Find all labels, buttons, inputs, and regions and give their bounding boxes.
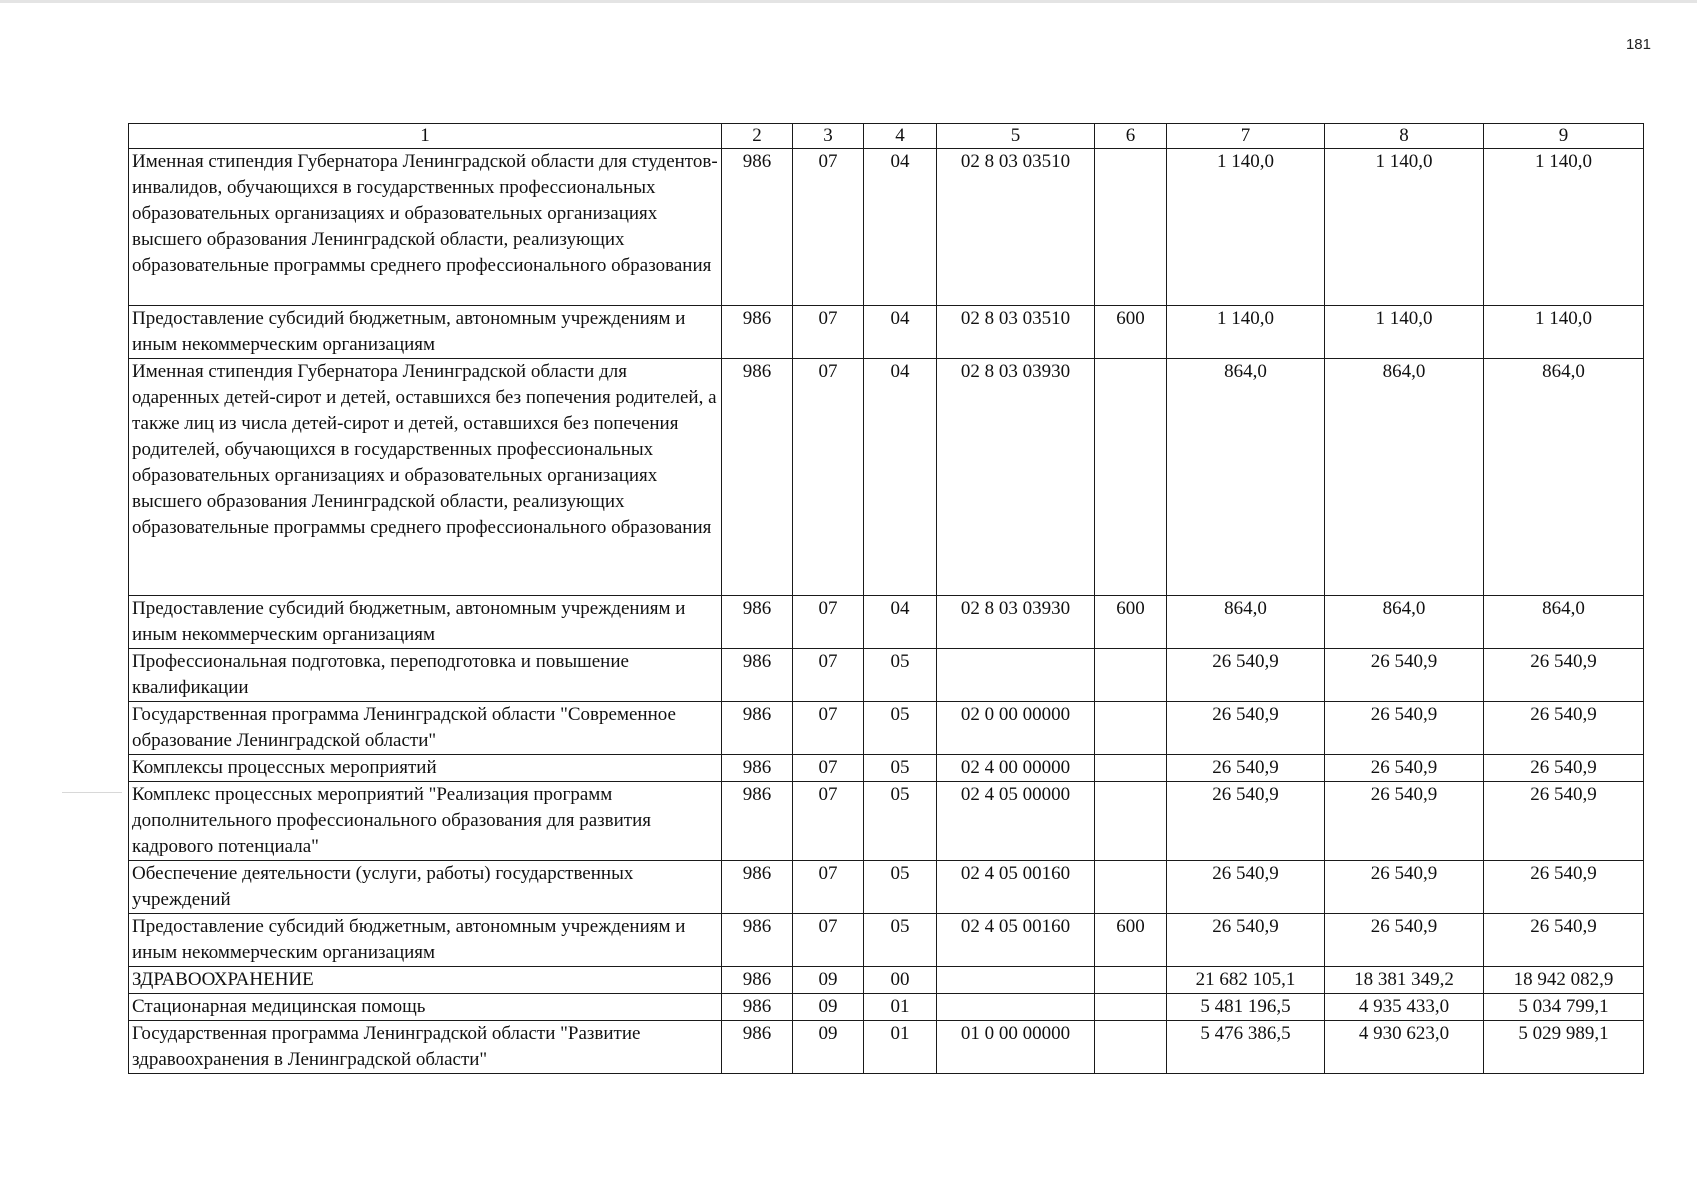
row-code-6 bbox=[1095, 149, 1167, 306]
row-code-3: 07 bbox=[793, 306, 864, 359]
table-row bbox=[129, 702, 1644, 755]
row-name: Комплексы процессных мероприятий bbox=[129, 755, 722, 782]
table-header-row bbox=[129, 124, 1644, 149]
scan-top-edge bbox=[0, 0, 1697, 3]
row-code-4: 05 bbox=[864, 755, 937, 782]
row-code-2: 986 bbox=[722, 359, 793, 596]
page-number: 181 bbox=[1625, 36, 1651, 53]
row-value-9: 864,0 bbox=[1484, 596, 1644, 649]
row-code-6: 600 bbox=[1095, 596, 1167, 649]
row-value-7: 5 476 386,5 bbox=[1167, 1021, 1325, 1074]
row-value-9: 5 029 989,1 bbox=[1484, 1021, 1644, 1074]
table-row bbox=[129, 782, 1644, 861]
row-value-8: 26 540,9 bbox=[1325, 782, 1484, 861]
header-col-4: 4 bbox=[864, 124, 937, 149]
row-value-9: 26 540,9 bbox=[1484, 782, 1644, 861]
header-col-6: 6 bbox=[1095, 124, 1167, 149]
table-row bbox=[129, 1021, 1644, 1074]
row-value-8: 4 935 433,0 bbox=[1325, 994, 1484, 1021]
row-code-2: 986 bbox=[722, 755, 793, 782]
row-value-8: 1 140,0 bbox=[1325, 149, 1484, 306]
row-value-8: 26 540,9 bbox=[1325, 702, 1484, 755]
row-code-4: 04 bbox=[864, 359, 937, 596]
row-code-6 bbox=[1095, 755, 1167, 782]
row-code-3: 07 bbox=[793, 702, 864, 755]
table-row bbox=[129, 649, 1644, 702]
row-name: Комплекс процессных мероприятий "Реализация программ дополнительного профессионального образования для развития кадрового потенциала" bbox=[129, 782, 722, 861]
row-code-5: 02 4 00 00000 bbox=[937, 755, 1095, 782]
row-code-4: 05 bbox=[864, 702, 937, 755]
header-col-5: 5 bbox=[937, 124, 1095, 149]
row-code-2: 986 bbox=[722, 967, 793, 994]
table-row bbox=[129, 306, 1644, 359]
budget-table bbox=[128, 123, 1644, 1074]
row-code-3: 07 bbox=[793, 782, 864, 861]
row-value-7: 26 540,9 bbox=[1167, 861, 1325, 914]
row-code-5: 02 8 03 03930 bbox=[937, 359, 1095, 596]
row-code-2: 986 bbox=[722, 149, 793, 306]
row-value-9: 5 034 799,1 bbox=[1484, 994, 1644, 1021]
row-code-6 bbox=[1095, 782, 1167, 861]
row-value-9: 18 942 082,9 bbox=[1484, 967, 1644, 994]
row-code-5: 02 8 03 03510 bbox=[937, 306, 1095, 359]
row-code-6 bbox=[1095, 359, 1167, 596]
row-code-2: 986 bbox=[722, 702, 793, 755]
row-value-8: 26 540,9 bbox=[1325, 755, 1484, 782]
row-value-7: 1 140,0 bbox=[1167, 306, 1325, 359]
table-row bbox=[129, 914, 1644, 967]
row-code-6 bbox=[1095, 861, 1167, 914]
table-row bbox=[129, 994, 1644, 1021]
row-code-4: 05 bbox=[864, 649, 937, 702]
table-row bbox=[129, 967, 1644, 994]
row-code-6: 600 bbox=[1095, 914, 1167, 967]
row-code-5: 02 4 05 00000 bbox=[937, 782, 1095, 861]
row-name: Предоставление субсидий бюджетным, автономным учреждениям и иным некоммерческим организациям bbox=[129, 596, 722, 649]
row-code-3: 07 bbox=[793, 861, 864, 914]
row-value-9: 1 140,0 bbox=[1484, 306, 1644, 359]
row-value-8: 18 381 349,2 bbox=[1325, 967, 1484, 994]
row-code-6 bbox=[1095, 702, 1167, 755]
row-code-4: 05 bbox=[864, 914, 937, 967]
header-col-8: 8 bbox=[1325, 124, 1484, 149]
row-code-6 bbox=[1095, 1021, 1167, 1074]
header-col-9: 9 bbox=[1484, 124, 1644, 149]
row-code-5 bbox=[937, 649, 1095, 702]
row-code-6 bbox=[1095, 967, 1167, 994]
row-code-5: 02 4 05 00160 bbox=[937, 914, 1095, 967]
row-code-3: 07 bbox=[793, 596, 864, 649]
row-value-7: 26 540,9 bbox=[1167, 782, 1325, 861]
scan-artifact bbox=[62, 792, 122, 793]
row-code-5: 02 8 03 03930 bbox=[937, 596, 1095, 649]
row-code-4: 04 bbox=[864, 306, 937, 359]
row-value-8: 864,0 bbox=[1325, 359, 1484, 596]
row-code-3: 09 bbox=[793, 967, 864, 994]
header-col-2: 2 bbox=[722, 124, 793, 149]
table-row bbox=[129, 755, 1644, 782]
row-value-9: 26 540,9 bbox=[1484, 861, 1644, 914]
header-col-1: 1 bbox=[129, 124, 722, 149]
row-value-8: 4 930 623,0 bbox=[1325, 1021, 1484, 1074]
row-code-5: 02 0 00 00000 bbox=[937, 702, 1095, 755]
row-code-5 bbox=[937, 994, 1095, 1021]
row-code-4: 00 bbox=[864, 967, 937, 994]
row-code-4: 05 bbox=[864, 782, 937, 861]
row-name: Предоставление субсидий бюджетным, автономным учреждениям и иным некоммерческим организациям bbox=[129, 914, 722, 967]
row-code-3: 07 bbox=[793, 914, 864, 967]
row-code-5 bbox=[937, 967, 1095, 994]
row-value-8: 26 540,9 bbox=[1325, 861, 1484, 914]
row-code-3: 07 bbox=[793, 359, 864, 596]
row-code-4: 04 bbox=[864, 596, 937, 649]
row-name: Профессиональная подготовка, переподготовка и повышение квалификации bbox=[129, 649, 722, 702]
row-code-3: 07 bbox=[793, 649, 864, 702]
row-code-2: 986 bbox=[722, 782, 793, 861]
row-value-9: 26 540,9 bbox=[1484, 914, 1644, 967]
row-code-4: 01 bbox=[864, 1021, 937, 1074]
row-code-5: 02 4 05 00160 bbox=[937, 861, 1095, 914]
row-value-7: 5 481 196,5 bbox=[1167, 994, 1325, 1021]
row-value-7: 26 540,9 bbox=[1167, 702, 1325, 755]
row-code-3: 09 bbox=[793, 1021, 864, 1074]
row-code-4: 05 bbox=[864, 861, 937, 914]
row-value-9: 26 540,9 bbox=[1484, 755, 1644, 782]
row-value-8: 864,0 bbox=[1325, 596, 1484, 649]
row-code-2: 986 bbox=[722, 994, 793, 1021]
row-value-8: 26 540,9 bbox=[1325, 649, 1484, 702]
row-name: Обеспечение деятельности (услуги, работы) государственных учреждений bbox=[129, 861, 722, 914]
table-row bbox=[129, 149, 1644, 306]
row-value-7: 864,0 bbox=[1167, 359, 1325, 596]
row-name: Государственная программа Ленинградской области "Современное образование Ленинградской области" bbox=[129, 702, 722, 755]
row-code-2: 986 bbox=[722, 306, 793, 359]
row-code-6 bbox=[1095, 649, 1167, 702]
row-code-6: 600 bbox=[1095, 306, 1167, 359]
row-code-5: 02 8 03 03510 bbox=[937, 149, 1095, 306]
row-value-7: 864,0 bbox=[1167, 596, 1325, 649]
row-value-7: 1 140,0 bbox=[1167, 149, 1325, 306]
row-code-6 bbox=[1095, 994, 1167, 1021]
table-row bbox=[129, 359, 1644, 596]
row-code-2: 986 bbox=[722, 596, 793, 649]
row-value-7: 26 540,9 bbox=[1167, 649, 1325, 702]
row-value-7: 21 682 105,1 bbox=[1167, 967, 1325, 994]
row-name: Именная стипендия Губернатора Ленинградской области для одаренных детей-сирот и детей, оставшихся без попечения родителей, а также лиц из числа детей-сирот и детей, оставшихся без попечения родителей, обучающихся в государственных профессиональных образовательных организациях и образовательных организациях высшего образования Ленинградской области, реализующих образовательные программы среднего профессионального образования bbox=[129, 359, 722, 596]
row-value-9: 26 540,9 bbox=[1484, 702, 1644, 755]
row-value-9: 1 140,0 bbox=[1484, 149, 1644, 306]
row-value-9: 26 540,9 bbox=[1484, 649, 1644, 702]
row-name: Стационарная медицинская помощь bbox=[129, 994, 722, 1021]
row-code-4: 01 bbox=[864, 994, 937, 1021]
row-value-7: 26 540,9 bbox=[1167, 755, 1325, 782]
row-value-8: 26 540,9 bbox=[1325, 914, 1484, 967]
row-code-3: 07 bbox=[793, 149, 864, 306]
row-name: Именная стипендия Губернатора Ленинградской области для студентов-инвалидов, обучающихся в государственных профессиональных образовательных организациях и образовательных организациях высшего образования Ленинградской области, реализующих образовательные программы среднего профессионального образования bbox=[129, 149, 722, 306]
table-row bbox=[129, 596, 1644, 649]
table-row bbox=[129, 861, 1644, 914]
row-name: ЗДРАВООХРАНЕНИЕ bbox=[129, 967, 722, 994]
header-col-3: 3 bbox=[793, 124, 864, 149]
row-code-2: 986 bbox=[722, 861, 793, 914]
row-value-7: 26 540,9 bbox=[1167, 914, 1325, 967]
row-code-3: 07 bbox=[793, 755, 864, 782]
row-value-9: 864,0 bbox=[1484, 359, 1644, 596]
row-value-8: 1 140,0 bbox=[1325, 306, 1484, 359]
row-name: Государственная программа Ленинградской области "Развитие здравоохранения в Ленинградской области" bbox=[129, 1021, 722, 1074]
row-code-2: 986 bbox=[722, 914, 793, 967]
row-name: Предоставление субсидий бюджетным, автономным учреждениям и иным некоммерческим организациям bbox=[129, 306, 722, 359]
row-code-2: 986 bbox=[722, 649, 793, 702]
header-col-7: 7 bbox=[1167, 124, 1325, 149]
row-code-5: 01 0 00 00000 bbox=[937, 1021, 1095, 1074]
row-code-2: 986 bbox=[722, 1021, 793, 1074]
row-code-3: 09 bbox=[793, 994, 864, 1021]
row-code-4: 04 bbox=[864, 149, 937, 306]
